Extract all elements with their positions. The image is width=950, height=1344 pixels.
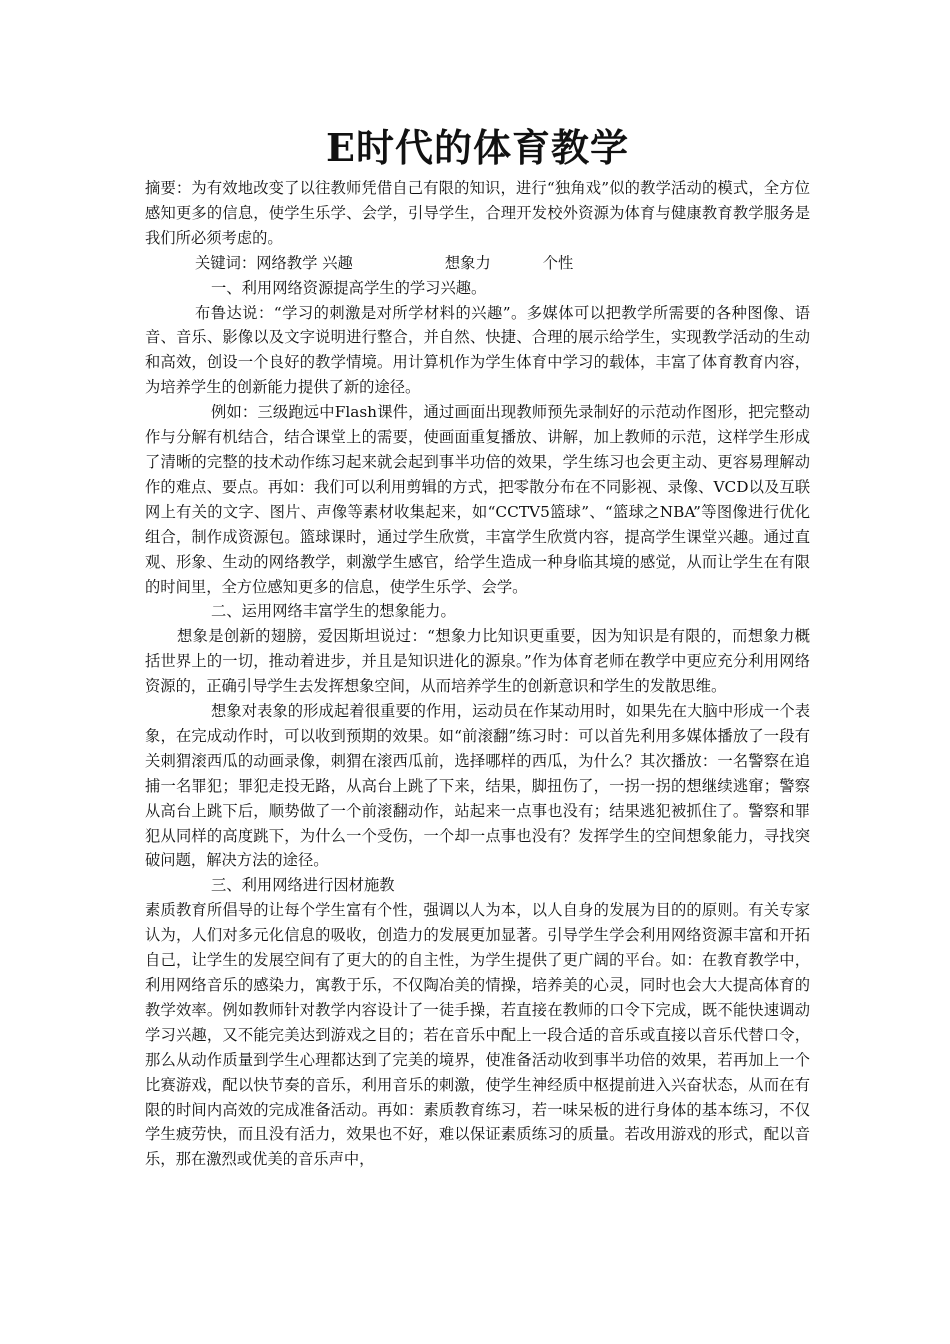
document-body bbox=[145, 176, 810, 1172]
keyword-personality: 个性 bbox=[542, 253, 574, 272]
section-1-paragraph-1: 布鲁达说：“学习的刺激是对所学材料的兴趣”。多媒体可以把教学所需要的各种图像、语音、音乐、影像以及文字说明进行整合，并自然、快捷、合理的展示给学生，实现教学活动的生动和高效，创设一个良好的教学情境。用计算机作为学生体育中学习的载体，丰富了体育教育内容，为培养学生的创新能力提供了新的途径。 bbox=[145, 303, 810, 397]
document-title: E时代的体育教学 bbox=[326, 125, 629, 170]
section-1-paragraph-2: 例如：三级跑远中Flash课件，通过画面出现教师预先录制好的示范动作图形，把完整动作与分解有机结合，结合课堂上的需要，使画面重复播放、讲解，加上教师的示范，这样学生形成了清晰的完整的技术动作练习起来就会起到事半功倍的效果，学生练习也会更主动、更容易理解动作的难点、要点。再如：我们可以利用剪辑的方式，把零散分布在不同影视、录像、VCD以及互联网上有关的文字、图片、声像等素材收集起来，如“CCTV5篮球”、“篮球之NBA”等图像进行优化组合，制作成资源包。篮球课时，通过学生欣赏，丰富学生欣赏内容，提高学生课堂兴趣。通过直观、形象、生动的网络教学，刺激学生感官，给学生造成一种身临其境的感觉，从而让学生在有限的时间里，全方位感知更多的信息，使学生乐学、会学。 bbox=[145, 403, 810, 596]
section-3-heading: 三、利用网络进行因材施教 bbox=[211, 876, 395, 895]
section-3-paragraph-1: 素质教育所倡导的让每个学生富有个性，强调以人为本，以人自身的发展为目的的原则。有关专家认为，人们对多元化信息的吸收，创造力的发展更加显著。引导学生学会利用网络资源丰富和开拓自己，让学生的发展空间有了更大的的自主性，为学生提供了更广阔的平台。如：在教育教学中，利用网络音乐的感染力，寓教于乐，不仅陶冶美的情操，培养美的心灵，同时也会大大提高体育的教学效率。例如教师针对教学内容设计了一徒手操，若直接在教师的口令下完成，既不能快速调动学习兴趣，又不能完美达到游戏之目的；若在音乐中配上一段合适的音乐或直接以音乐代替口令，那么从动作质量到学生心理都达到了完美的境界，使准备活动收到事半功倍的效果，若再加上一个比赛游戏，配以快节奏的音乐，利用音乐的刺激，使学生神经质中枢提前进入兴奋状态，从而在有限的时间内高效的完成准备活动。再如：素质教育练习，若一味呆板的进行身体的基本练习，不仅学生疲劳快，而且没有活力，效果也不好，难以保证素质练习的质量。若改用游戏的形式，配以音乐，那在激烈或优美的音乐声中， bbox=[145, 901, 810, 1169]
abstract-paragraph: 摘要：为有效地改变了以往教师凭借自己有限的知识，进行“独角戏”似的教学活动的模式，全方位感知更多的信息，使学生乐学、会学，引导学生，合理开发校外资源为体育与健康教育教学服务是我们所必须考虑的。 bbox=[145, 179, 810, 247]
section-2-heading: 二、运用网络丰富学生的想象能力。 bbox=[211, 602, 456, 621]
section-2-paragraph-1: 想象是创新的翅膀，爱因斯坦说过：“想象力比知识更重要，因为知识是有限的，而想象力概括世界上的一切，推动着进步，并且是知识进化的源泉。”作为体育老师在教学中更应充分利用网络资源的，正确引导学生去发挥想象空间，从而培养学生的创新意识和学生的发散思维。 bbox=[145, 627, 810, 696]
keywords-line bbox=[145, 251, 810, 276]
section-2-paragraph-2: 想象对表象的形成起着很重要的作用，运动员在作某动用时，如果先在大脑中形成一个表象，在完成动作时，可以收到预期的效果。如“前滚翻”练习时：可以首先利用多媒体播放了一段有关刺猬滚西瓜的动画录像，刺猬在滚西瓜前，选择哪样的西瓜，为什么？其次播放：一名警察在追捕一名罪犯；罪犯走投无路，从高台上跳了下来，结果，脚扭伤了，一拐一拐的想继续逃窜；警察从高台上跳下后，顺势做了一个前滚翻动作，站起来一点事也没有；结果逃犯被抓住了。警察和罪犯从同样的高度跳下，为什么一个受伤，一个却一点事也没有？发挥学生的空间想象能力，寻找突破问题，解决方法的途径。 bbox=[145, 702, 810, 870]
section-1-heading: 一、利用网络资源提高学生的学习兴趣。 bbox=[211, 278, 487, 297]
keywords-label: 关键词：网络教学 兴趣 bbox=[195, 253, 353, 272]
keyword-imagination: 想象力 bbox=[444, 253, 491, 272]
